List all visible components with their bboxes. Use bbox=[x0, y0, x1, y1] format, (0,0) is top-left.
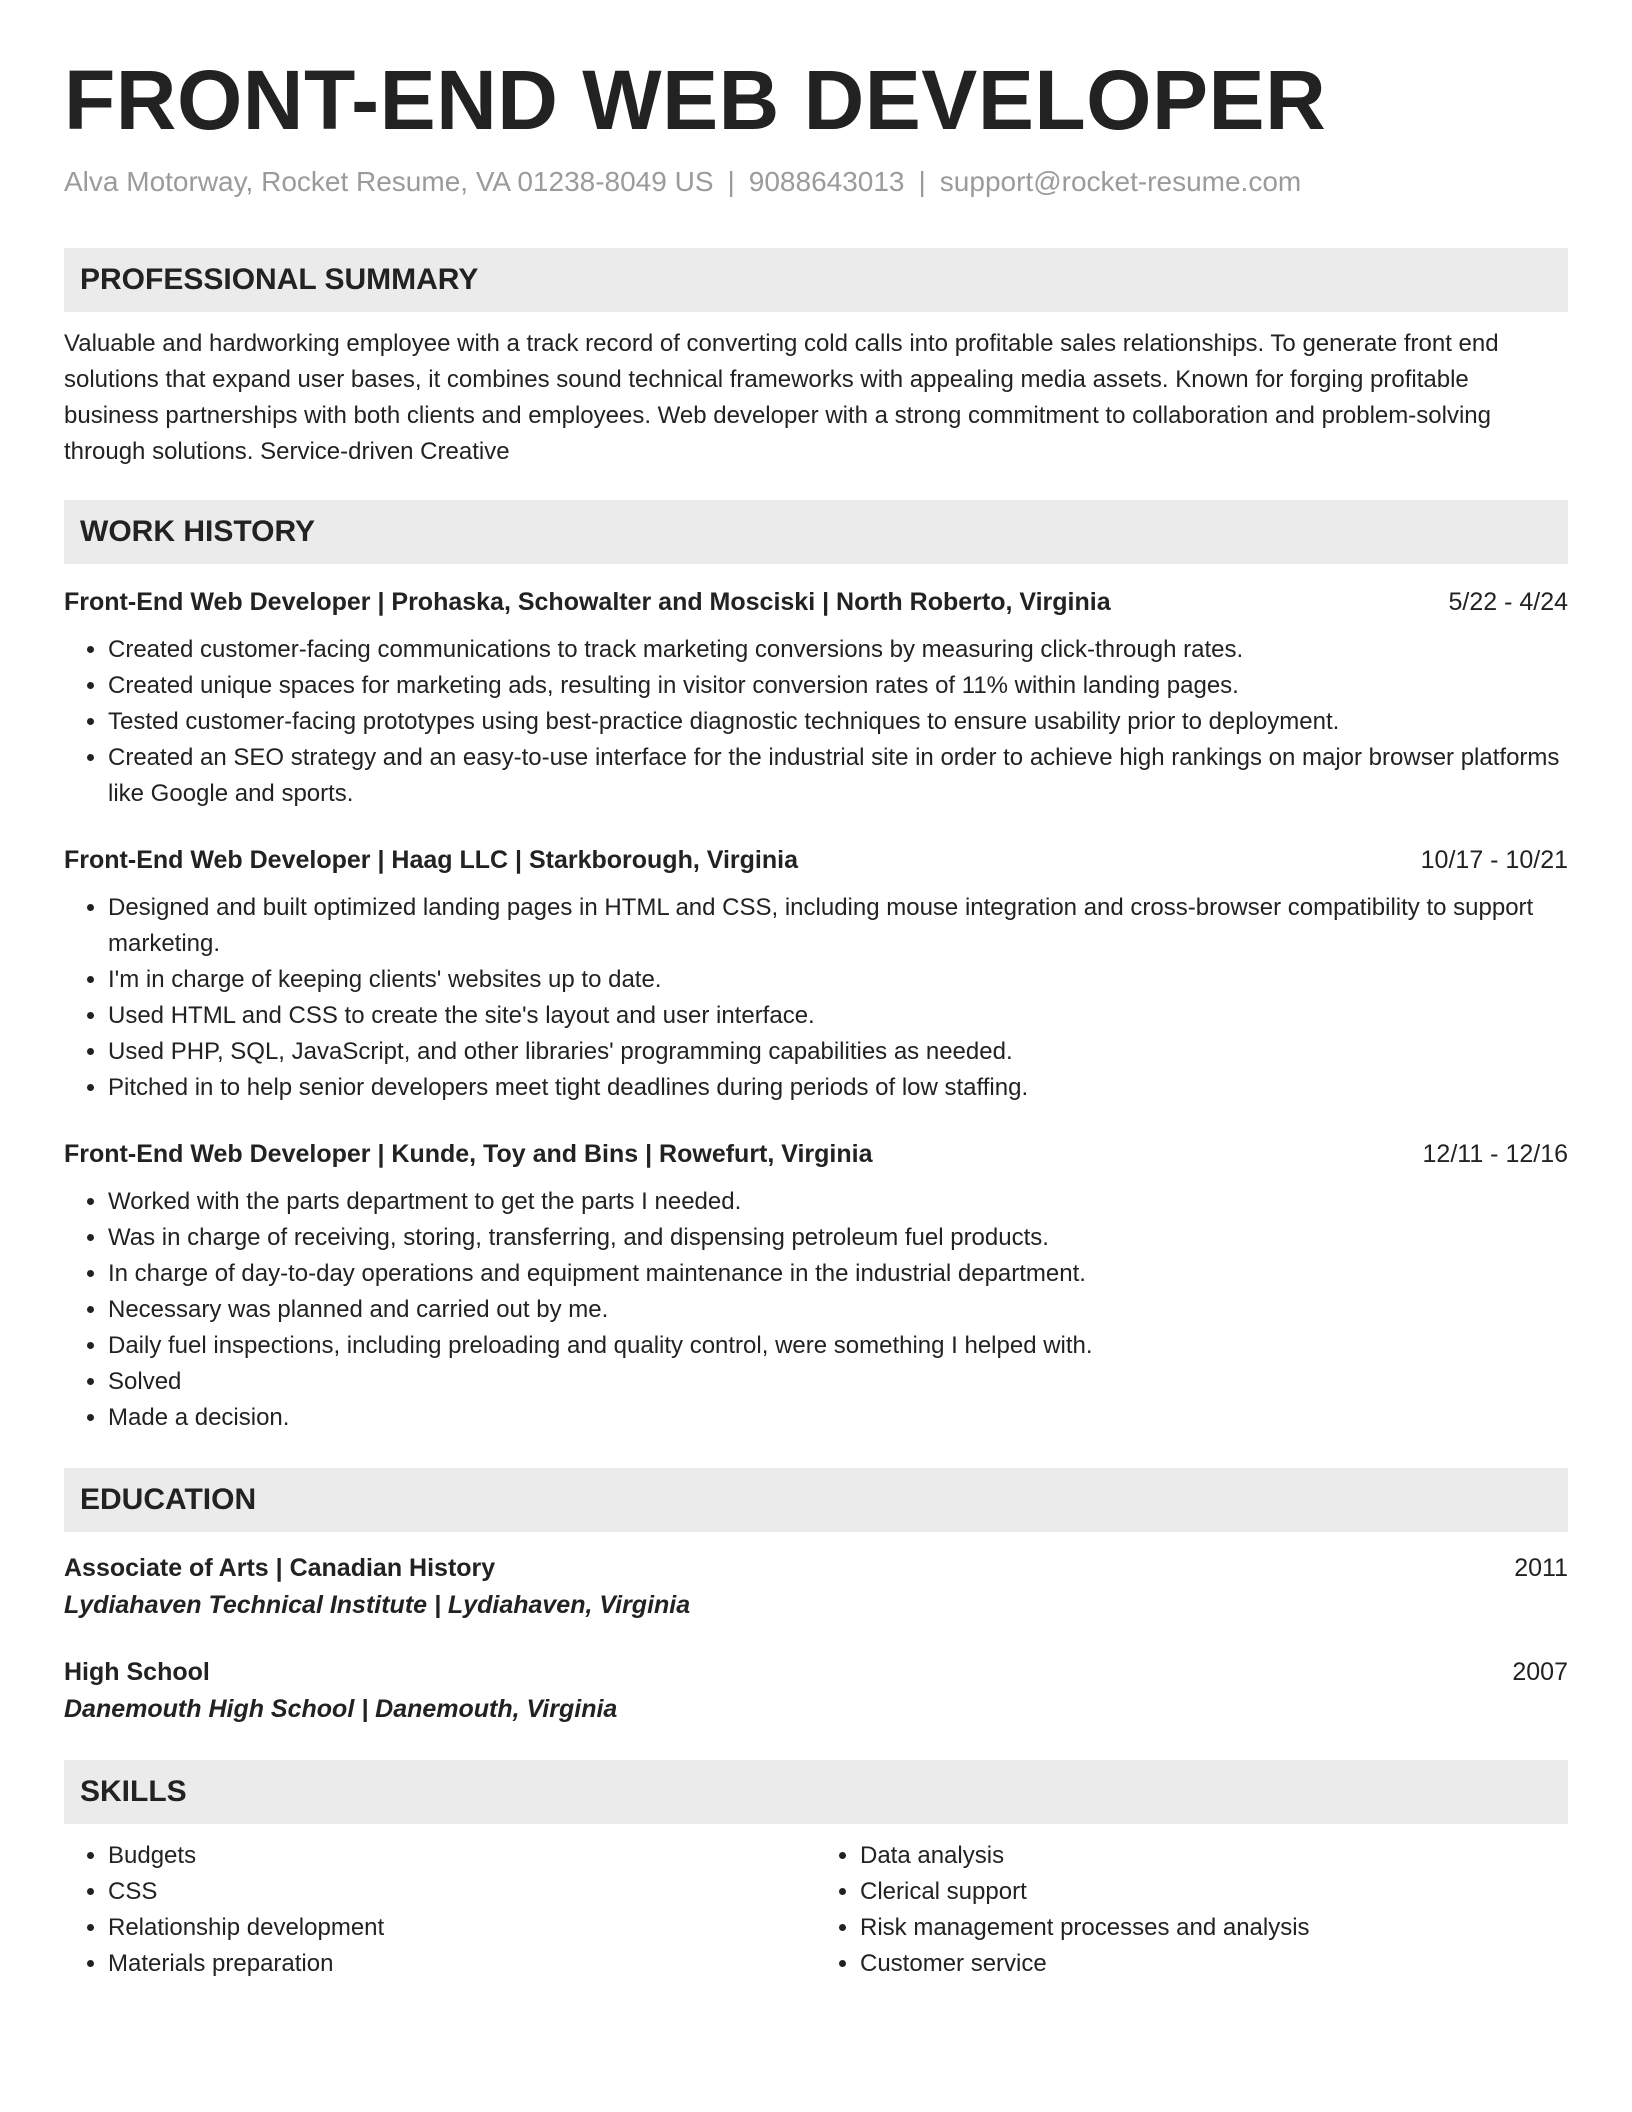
skill-item: • Risk management processes and analysis bbox=[860, 1910, 1568, 1946]
job-entry bbox=[64, 584, 1568, 812]
job-header bbox=[64, 842, 1568, 878]
list-item: • Worked with the parts department to get the parts I needed. bbox=[108, 1184, 1568, 1220]
list-item: • Was in charge of receiving, storing, transferring, and dispensing petroleum fuel products. bbox=[108, 1220, 1568, 1256]
list-item: • Designed and built optimized landing pages in HTML and CSS, including mouse integration and cross-browser compatibility to support marketing. bbox=[108, 890, 1568, 962]
job-dates: 5/22 - 4/24 bbox=[1448, 588, 1568, 617]
skill-item: • CSS bbox=[108, 1874, 816, 1910]
job-bullets bbox=[64, 890, 1568, 1106]
list-item: • Used PHP, SQL, JavaScript, and other libraries' programming capabilities as needed. bbox=[108, 1034, 1568, 1070]
education-degree: High School bbox=[64, 1658, 210, 1687]
contact-email: support@rocket-resume.com bbox=[939, 166, 1302, 198]
work-history-heading: WORK HISTORY bbox=[64, 500, 1568, 564]
contact-separator: | bbox=[918, 166, 926, 198]
job-header bbox=[64, 1136, 1568, 1172]
contact-separator: | bbox=[727, 166, 735, 198]
summary-heading: PROFESSIONAL SUMMARY bbox=[64, 248, 1568, 312]
list-item: • Created customer-facing communications to track marketing conversions by measuring click-through rates. bbox=[108, 632, 1568, 668]
list-item: • In charge of day-to-day operations and equipment maintenance in the industrial department. bbox=[108, 1256, 1568, 1292]
skill-item: • Clerical support bbox=[860, 1874, 1568, 1910]
skills-list bbox=[816, 1838, 1568, 1982]
skill-item: • Relationship development bbox=[108, 1910, 816, 1946]
list-item: • Necessary was planned and carried out by me. bbox=[108, 1292, 1568, 1328]
job-entry bbox=[64, 1136, 1568, 1436]
education-header bbox=[64, 1654, 1568, 1690]
skill-item: • Data analysis bbox=[860, 1838, 1568, 1874]
job-entry bbox=[64, 842, 1568, 1106]
education-school: Danemouth High School | Danemouth, Virginia bbox=[64, 1695, 618, 1724]
list-item: • Pitched in to help senior developers meet tight deadlines during periods of low staffing. bbox=[108, 1070, 1568, 1106]
contact-address: Alva Motorway, Rocket Resume, VA 01238-8049 US bbox=[64, 166, 714, 198]
list-item: • Created unique spaces for marketing ads, resulting in visitor conversion rates of 11% within landing pages. bbox=[108, 668, 1568, 704]
list-item: • Tested customer-facing prototypes using best-practice diagnostic techniques to ensure usability prior to deployment. bbox=[108, 704, 1568, 740]
list-item: • Daily fuel inspections, including preloading and quality control, were something I helped with. bbox=[108, 1328, 1568, 1364]
summary-text: Valuable and hardworking employee with a track record of converting cold calls into profitable sales relationships. To generate front end solutions that expand user bases, it combines sound technical frameworks with appealing media assets. Known for forging profitable business partnerships with both clients and employees. Web developer with a strong commitment to collaboration and problem-solving through solutions. Service-driven Creative bbox=[64, 330, 1499, 466]
job-dates: 10/17 - 10/21 bbox=[1420, 846, 1568, 875]
job-title: Front-End Web Developer | Prohaska, Schowalter and Mosciski | North Roberto, Virginia bbox=[64, 588, 1111, 617]
skill-item: • Materials preparation bbox=[108, 1946, 816, 1982]
skills-heading: SKILLS bbox=[64, 1760, 1568, 1824]
job-title: Front-End Web Developer | Kunde, Toy and Bins | Rowefurt, Virginia bbox=[64, 1140, 873, 1169]
list-item: • I'm in charge of keeping clients' websites up to date. bbox=[108, 962, 1568, 998]
job-dates: 12/11 - 12/16 bbox=[1422, 1140, 1568, 1169]
education-year: 2007 bbox=[1512, 1658, 1568, 1687]
job-bullets bbox=[64, 632, 1568, 812]
skills-list bbox=[64, 1838, 816, 1982]
job-title: Front-End Web Developer | Haag LLC | Starkborough, Virginia bbox=[64, 846, 798, 875]
education-entry bbox=[64, 1654, 1568, 1728]
education-header bbox=[64, 1550, 1568, 1586]
skill-item: • Budgets bbox=[108, 1838, 816, 1874]
skill-item: • Customer service bbox=[860, 1946, 1568, 1982]
job-bullets bbox=[64, 1184, 1568, 1436]
list-item: • Solved bbox=[108, 1364, 1568, 1400]
candidate-title: FRONT-END WEB DEVELOPER bbox=[64, 53, 1327, 147]
education-degree: Associate of Arts | Canadian History bbox=[64, 1554, 496, 1583]
job-header bbox=[64, 584, 1568, 620]
skills-column-right bbox=[816, 1838, 1568, 1982]
contact-phone: 9088643013 bbox=[748, 166, 905, 198]
contact-line bbox=[64, 166, 1568, 198]
list-item: • Created an SEO strategy and an easy-to-use interface for the industrial site in order to achieve high rankings on major browser platforms like Google and sports. bbox=[108, 740, 1568, 812]
list-item: • Used HTML and CSS to create the site's layout and user interface. bbox=[108, 998, 1568, 1034]
education-entry bbox=[64, 1550, 1568, 1624]
education-year: 2011 bbox=[1514, 1554, 1568, 1583]
list-item: • Made a decision. bbox=[108, 1400, 1568, 1436]
education-school: Lydiahaven Technical Institute | Lydiahaven, Virginia bbox=[64, 1591, 691, 1620]
skills-column-left bbox=[64, 1838, 816, 1982]
education-heading: EDUCATION bbox=[64, 1468, 1568, 1532]
skills-grid bbox=[64, 1838, 1568, 1982]
